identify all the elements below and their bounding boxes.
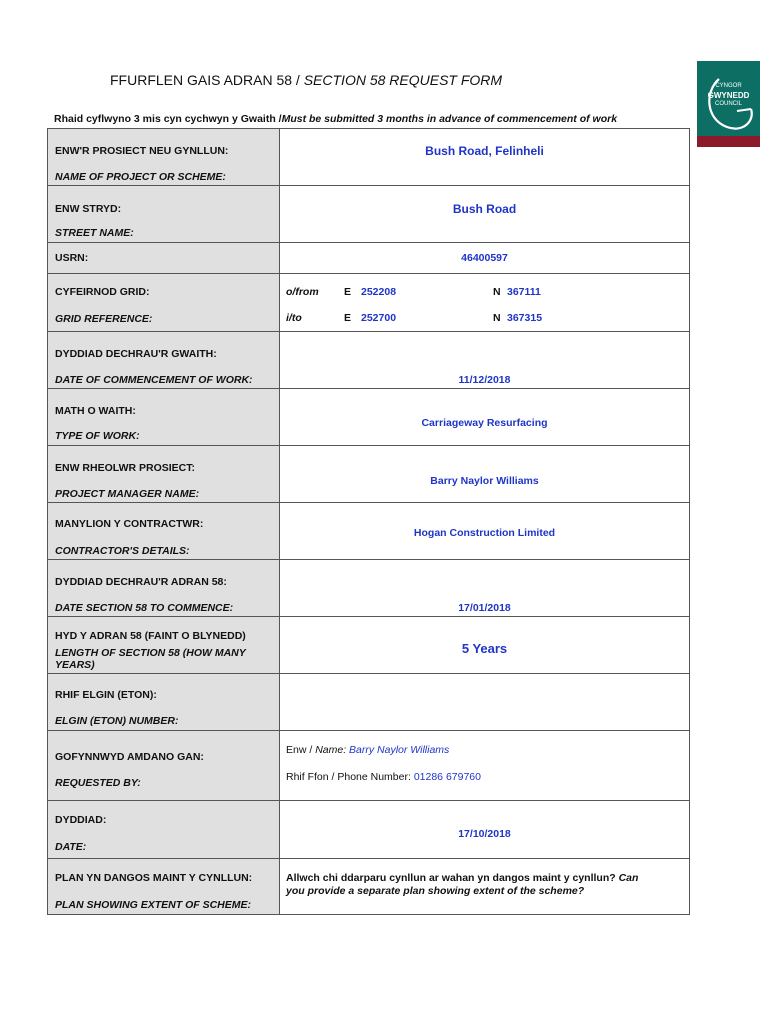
contractor-value-cell[interactable]	[280, 503, 690, 560]
usrn-value: 46400597	[461, 252, 508, 264]
title-english: SECTION 58 REQUEST FORM	[303, 72, 503, 88]
contractor-label-english: CONTRACTOR'S DETAILS:	[55, 545, 190, 557]
grid-from-label: o/from	[286, 286, 319, 298]
manager-value-cell[interactable]	[280, 446, 690, 503]
row-elgin	[48, 674, 690, 731]
row-street	[48, 186, 690, 243]
elgin-value-cell[interactable]	[280, 674, 690, 731]
plan-label-english: PLAN SHOWING EXTENT OF SCHEME:	[55, 899, 252, 911]
street-value: Bush Road	[452, 202, 517, 216]
grid-to-easting[interactable]: 252700	[361, 312, 397, 324]
grid-to-e-label: E	[344, 312, 352, 324]
row-s58-length	[48, 617, 690, 674]
s58-length-value: 5 Years	[461, 641, 508, 656]
subtitle-english: Must be submitted 3 months in advance of commencement of work	[281, 113, 618, 125]
grid-from-n-label: N	[493, 286, 501, 298]
requested-value-cell[interactable]	[280, 731, 690, 801]
s58-length-label-cell	[48, 617, 280, 674]
work-type-label-english: TYPE OF WORK:	[55, 430, 140, 442]
project-label-welsh: ENW'R PROSIECT NEU GYNLLUN:	[55, 145, 229, 157]
grid-label-cell	[48, 274, 280, 332]
requested-label-cell	[48, 731, 280, 801]
street-label-welsh: ENW STRYD:	[55, 203, 122, 215]
row-plan	[48, 859, 690, 915]
contractor-label-welsh: MANYLION Y CONTRACTWR:	[55, 518, 204, 530]
plan-label-cell	[48, 859, 280, 915]
subtitle-welsh: Rhaid cyflwyno 3 mis cyn cychwyn y Gwaith /	[54, 113, 282, 125]
plan-value-cell[interactable]	[280, 859, 690, 915]
s58-start-label-cell	[48, 560, 280, 617]
form-title	[110, 72, 502, 88]
requested-name-value[interactable]: Barry Naylor Williams	[349, 744, 450, 756]
title-welsh: FFURFLEN GAIS ADRAN 58 /	[110, 72, 304, 88]
requested-phone-line	[286, 771, 481, 783]
row-grid	[48, 274, 690, 332]
grid-to-n-label: N	[493, 312, 501, 324]
plan-question-welsh: Allwch chi ddarparu cynllun ar wahan yn dangos maint y cynllun?	[286, 872, 619, 884]
date-label-cell	[48, 801, 280, 859]
date-label-english: DATE:	[55, 841, 87, 853]
row-s58-start	[48, 560, 690, 617]
commencement-label-english: DATE OF COMMENCEMENT OF WORK:	[55, 374, 253, 386]
commencement-value-cell[interactable]	[280, 332, 690, 389]
manager-label-welsh: ENW RHEOLWR PROSIECT:	[55, 462, 196, 474]
s58-start-value: 17/01/2018	[458, 602, 511, 614]
manager-label-cell	[48, 446, 280, 503]
work-type-value: Carriageway Resurfacing	[421, 417, 548, 429]
grid-to-label: i/to	[286, 312, 302, 324]
elgin-label-cell	[48, 674, 280, 731]
request-form-table	[47, 128, 690, 915]
logo-green-panel	[697, 61, 760, 136]
logo-line3: COUNCIL	[714, 101, 742, 107]
s58-length-label-welsh: HYD Y ADRAN 58 (FAINT O BLYNEDD)	[55, 630, 246, 642]
logo-g-mark-icon	[697, 61, 760, 136]
gwynedd-council-logo	[697, 61, 760, 147]
project-value: Bush Road, Felinheli	[425, 144, 544, 158]
grid-value-cell[interactable]	[280, 274, 690, 332]
requested-phone-value[interactable]: 01286 679760	[413, 771, 481, 783]
row-work-type	[48, 389, 690, 446]
requested-phone-label: Rhif Ffon / Phone Number:	[286, 771, 411, 783]
grid-label-welsh: CYFEIRNOD GRID:	[55, 286, 150, 298]
manager-value: Barry Naylor Williams	[430, 475, 539, 487]
s58-length-label-english-2: YEARS)	[55, 659, 95, 671]
usrn-value-cell[interactable]	[280, 243, 690, 274]
elgin-label-english: ELGIN (ETON) NUMBER:	[55, 715, 179, 727]
work-type-value-cell[interactable]	[280, 389, 690, 446]
plan-question-english-2: you provide a separate plan showing extent of the scheme?	[286, 885, 585, 897]
row-contractor	[48, 503, 690, 560]
row-usrn	[48, 243, 690, 274]
project-label-english: NAME OF PROJECT OR SCHEME:	[55, 171, 226, 183]
row-commencement	[48, 332, 690, 389]
date-value-cell[interactable]	[280, 801, 690, 859]
date-value: 17/10/2018	[458, 828, 511, 840]
row-requested	[48, 731, 690, 801]
street-label-cell	[48, 186, 280, 243]
contractor-value: Hogan Construction Limited	[413, 527, 556, 539]
row-project	[48, 129, 690, 186]
contractor-label-cell	[48, 503, 280, 560]
requested-label-english: REQUESTED BY:	[55, 777, 141, 789]
work-type-label-welsh: MATH O WAITH:	[55, 405, 136, 417]
grid-from-e-label: E	[344, 286, 352, 298]
requested-label-welsh: GOFYNNWYD AMDANO GAN:	[55, 751, 204, 763]
street-value-cell[interactable]	[280, 186, 690, 243]
s58-length-label-english-1: LENGTH OF SECTION 58 (HOW MANY	[55, 647, 246, 659]
grid-to-northing[interactable]: 367315	[507, 312, 543, 324]
usrn-label: USRN:	[55, 252, 89, 264]
commencement-label-cell	[48, 332, 280, 389]
s58-start-value-cell[interactable]	[280, 560, 690, 617]
row-date	[48, 801, 690, 859]
s58-length-value-cell[interactable]	[280, 617, 690, 674]
logo-red-bar	[697, 136, 760, 147]
logo-line1: CYNGOR	[715, 83, 742, 89]
usrn-label-cell	[48, 243, 280, 274]
elgin-label-welsh: RHIF ELGIN (ETON):	[55, 689, 157, 701]
requested-name-label-english: Name:	[315, 744, 347, 756]
plan-label-welsh: PLAN YN DANGOS MAINT Y CYNLLUN:	[55, 872, 253, 884]
row-manager	[48, 446, 690, 503]
commencement-value: 11/12/2018	[458, 374, 511, 386]
plan-question-line-1	[286, 872, 638, 884]
project-value-cell[interactable]	[280, 129, 690, 186]
date-label-welsh: DYDDIAD:	[55, 814, 107, 826]
manager-label-english: PROJECT MANAGER NAME:	[55, 488, 200, 500]
grid-from-northing[interactable]: 367111	[507, 286, 541, 298]
form-subtitle	[54, 113, 617, 125]
s58-start-label-welsh: DYDDIAD DECHRAU'R ADRAN 58:	[55, 576, 227, 588]
requested-name-label-welsh: Enw /	[286, 744, 316, 756]
grid-label-english: GRID REFERENCE:	[55, 313, 153, 325]
requested-name-line	[286, 744, 449, 756]
work-type-label-cell	[48, 389, 280, 446]
commencement-label-welsh: DYDDIAD DECHRAU'R GWAITH:	[55, 348, 217, 360]
grid-from-easting[interactable]: 252208	[361, 286, 397, 298]
s58-start-label-english: DATE SECTION 58 TO COMMENCE:	[55, 602, 234, 614]
plan-question-english-1: Can	[618, 872, 639, 884]
project-label-cell	[48, 129, 280, 186]
logo-line2: GWYNEDD	[707, 91, 750, 100]
street-label-english: STREET NAME:	[55, 227, 134, 239]
